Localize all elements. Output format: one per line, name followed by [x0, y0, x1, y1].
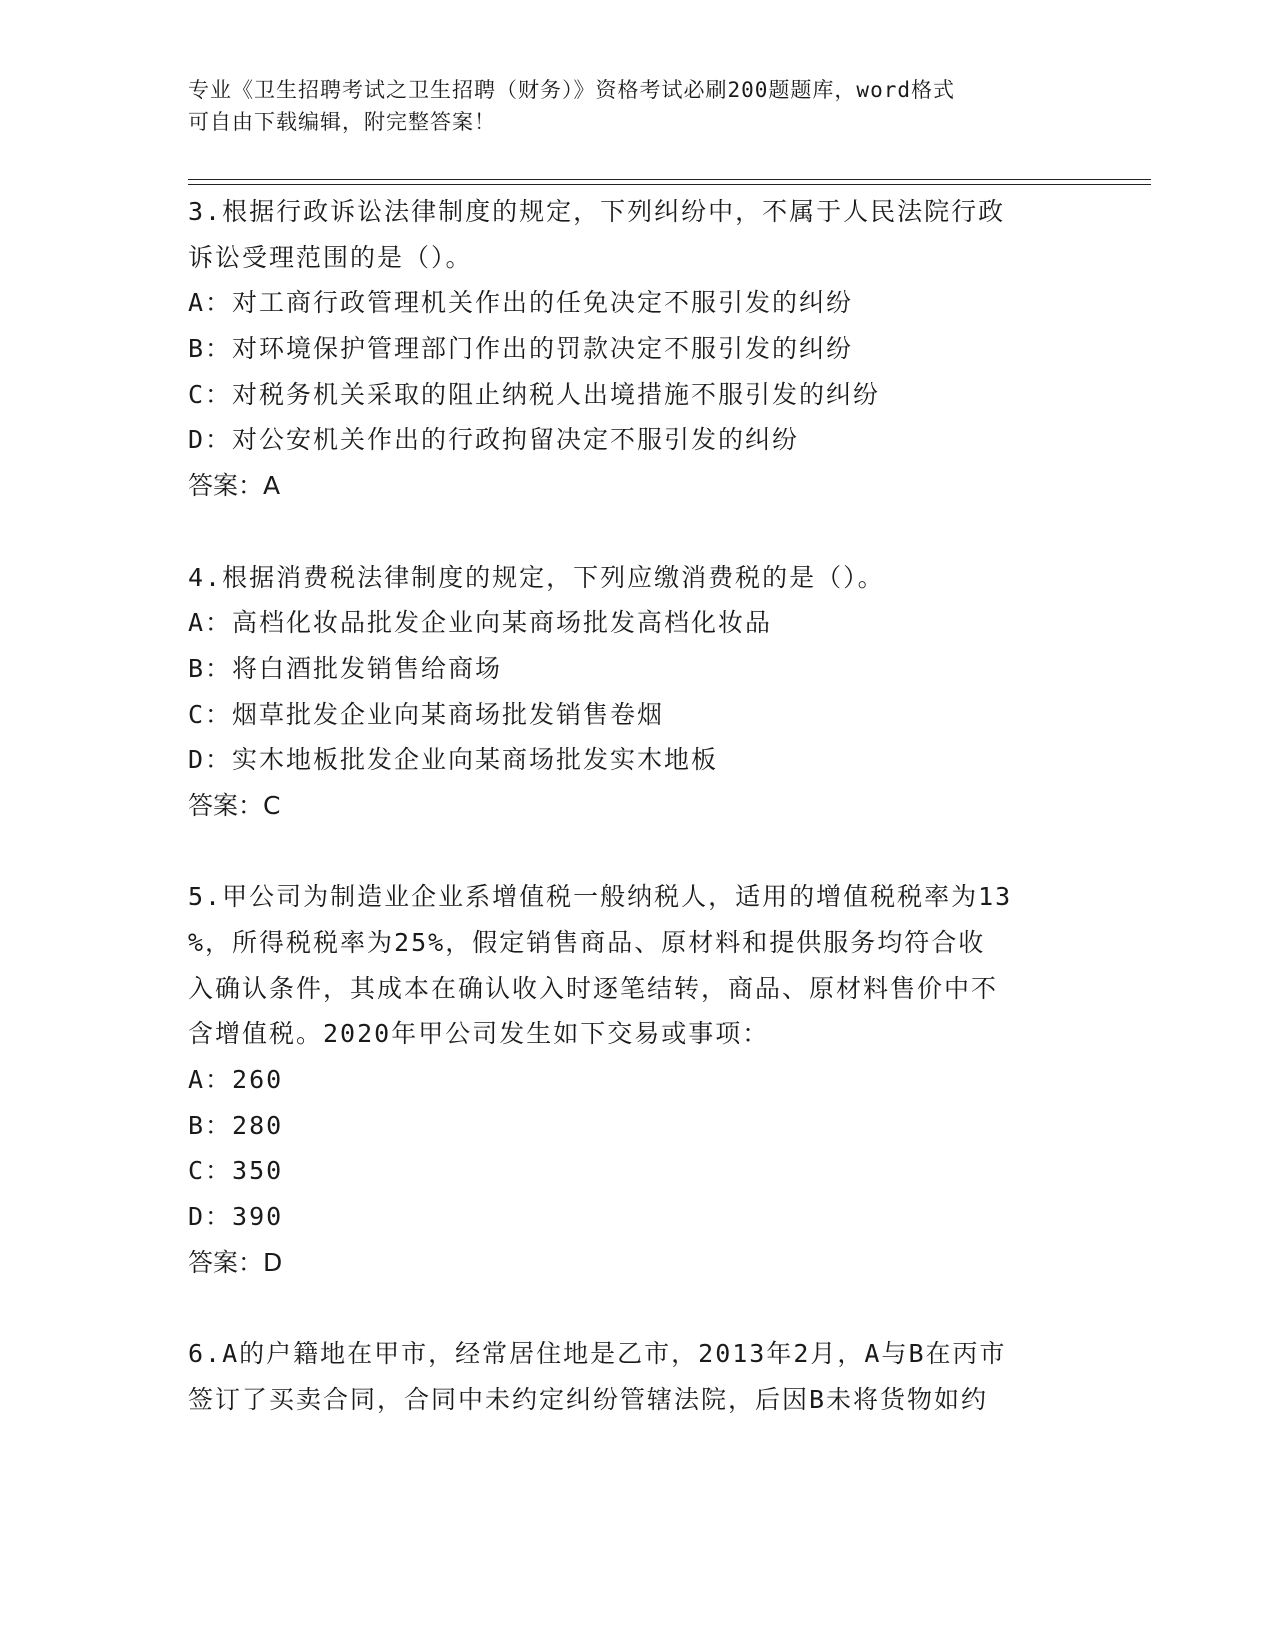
question-stem: 含增值税。2020年甲公司发生如下交易或事项：	[188, 1019, 770, 1049]
option-c: C：350	[188, 1156, 284, 1186]
option-a: A：对工商行政管理机关作出的任免决定不服引发的纠纷	[188, 288, 854, 318]
answer-label: 答案：A	[188, 471, 281, 501]
option-b: B：将白酒批发销售给商场	[188, 653, 503, 683]
option-c: C：烟草批发企业向某商场批发销售卷烟	[188, 699, 665, 729]
header-line-1: 专业《卫生招聘考试之卫生招聘（财务）》资格考试必刷200题题库，word格式	[188, 78, 955, 102]
question-6	[188, 1331, 1088, 1422]
question-stem: 入确认条件，其成本在确认收入时逐笔结转，商品、原材料售价中不	[188, 973, 999, 1003]
question-list	[188, 189, 1088, 1423]
header-line-2: 可自由下载编辑，附完整答案！	[188, 110, 496, 134]
question-stem: 签订了买卖合同，合同中未约定纠纷管辖法院，后因B未将货物如约	[188, 1384, 989, 1414]
header-divider-top	[188, 179, 1151, 180]
question-4	[188, 555, 1088, 829]
option-b: B：对环境保护管理部门作出的罚款决定不服引发的纠纷	[188, 334, 854, 364]
question-stem: 6.A的户籍地在甲市，经常居住地是乙市，2013年2月，A与B在丙市	[188, 1339, 1007, 1369]
option-a: A：260	[188, 1065, 284, 1095]
option-b: B：280	[188, 1110, 284, 1140]
option-d: D：实木地板批发企业向某商场批发实木地板	[188, 745, 719, 775]
answer-label: 答案：C	[188, 790, 281, 820]
question-stem: 诉讼受理范围的是（）。	[188, 242, 473, 272]
answer-label: 答案：D	[188, 1247, 283, 1277]
question-stem: 4.根据消费税法律制度的规定，下列应缴消费税的是（）。	[188, 562, 885, 592]
question-stem: 3.根据行政诉讼法律制度的规定，下列纠纷中，不属于人民法院行政	[188, 197, 1006, 226]
option-a: A：高档化妆品批发企业向某商场批发高档化妆品	[188, 608, 773, 638]
question-5	[188, 874, 1088, 1285]
option-d: D：390	[188, 1202, 284, 1232]
header-divider-bottom	[188, 184, 1151, 185]
option-c: C：对税务机关采取的阻止纳税人出境措施不服引发的纠纷	[188, 379, 881, 409]
option-d: D：对公安机关作出的行政拘留决定不服引发的纠纷	[188, 425, 800, 455]
document-header	[188, 74, 1088, 138]
question-stem: %，所得税税率为25%，假定销售商品、原材料和提供服务均符合收	[188, 928, 986, 957]
question-3	[188, 189, 1088, 509]
question-stem: 5.甲公司为制造业企业系增值税一般纳税人，适用的增值税税率为13	[188, 882, 1013, 912]
